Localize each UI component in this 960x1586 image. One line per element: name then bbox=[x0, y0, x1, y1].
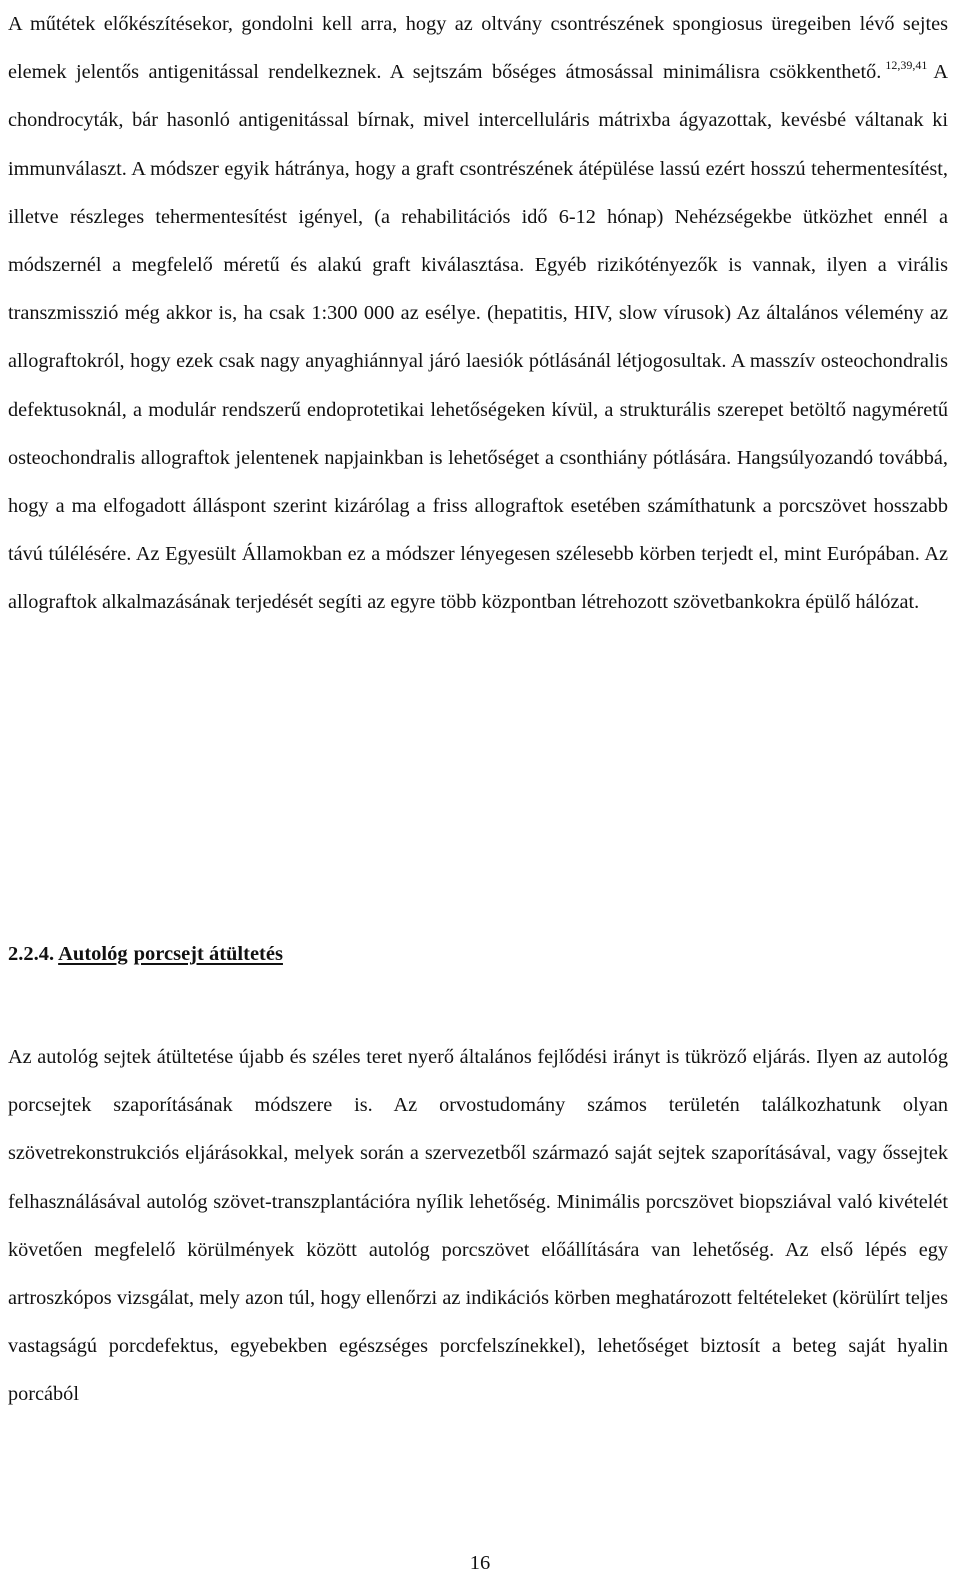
paragraph-allograft-text-b: A chondrocyták, bár hasonló antigenitással bírnak, mivel intercelluláris mátrixba ágyazottak, kevésbé váltanak ki immunválaszt. A módszer egyik hátránya, hogy a graft csontrészének átépülése lassú ezért hosszú tehermentesítést, illetve részleges tehermentesítést igényel, (a rehabilitációs idő 6-12 hónap) Nehézségekbe ütközhet ennél a módszernél a megfelelő méretű és alakú graft kiválasztása. Egyéb rizikótényezők is vannak, ilyen a virális transzmisszió még akkor is, ha csak 1:300 000 az esélye. (hepatitis, HIV, slow vírusok) Az általános vélemény az allograftokról, hogy ezek csak nagy anyaghiánnyal járó laesiók pótlásánál létjogosultak. A masszív osteochondralis defektusoknál, a modulár rendszerű endoprotetikai lehetőségeken kívül, a strukturális szerepet betöltő nagyméretű osteochondralis allograftok jelentenek napjainkban is lehetőséget a csonthiány pótlására. Hangsúlyozandó továbbá, hogy a ma elfogadott álláspont szerint kizárólag a friss allograftok esetében számíthatunk a porcszövet hosszabb távú túlélésére. Az Egyesült Államokban ez a módszer lényegesen szélesebb körben terjedt el, mint Európában. Az allograftok alkalmazásának terjedését segíti az egyre több központban létrehozott szövetbankokra épülő hálózat. bbox=[8, 61, 948, 614]
paragraph-allograft bbox=[8, 0, 948, 627]
section-title-rest: porcsejt átültetés bbox=[133, 943, 283, 965]
paragraph-allograft-text-a: A műtétek előkészítésekor, gondolni kell arra, hogy az oltvány csontrészének spongiosus üregeiben lévő sejtes elemek jelentős antigenitással rendelkeznek. A sejtszám bőséges átmosással minimálisra csökkenthető. bbox=[8, 13, 948, 84]
paragraph-autologous: Az autológ sejtek átültetése újabb és széles teret nyerő általános fejlődési irányt is tükröző eljárás. Ilyen az autológ porcsejtek szaporításának módszere is. Az orvostudomány számos területén találkozhatunk olyan szövetrekonstrukciós eljárásokkal, melyek során a szervezetből származó saját sejtek szaporításával, vagy őssejtek felhasználásával autológ szövet-transzplantációra nyílik lehetőség. Minimális porcszövet biopsziával való kivételét követően megfelelő körülmények között autológ porcszövet előállítására van lehetőség. Az első lépés egy artroszkópos vizsgálat, mely azon túl, hogy ellenőrzi az indikációs körben meghatározott feltételeket (körülírt teljes vastagságú porcdefektus, egyebekben egészséges porcfelszínekkel), lehetőséget biztosít a beteg saját hyalin porcából bbox=[8, 1046, 948, 1406]
section-heading bbox=[8, 934, 283, 974]
section-title-word1: Autológ bbox=[58, 943, 128, 965]
citation-superscript: 12,39,41 bbox=[885, 58, 928, 73]
page-number: 16 bbox=[469, 1552, 491, 1574]
section-number: 2.2.4. bbox=[8, 943, 55, 965]
